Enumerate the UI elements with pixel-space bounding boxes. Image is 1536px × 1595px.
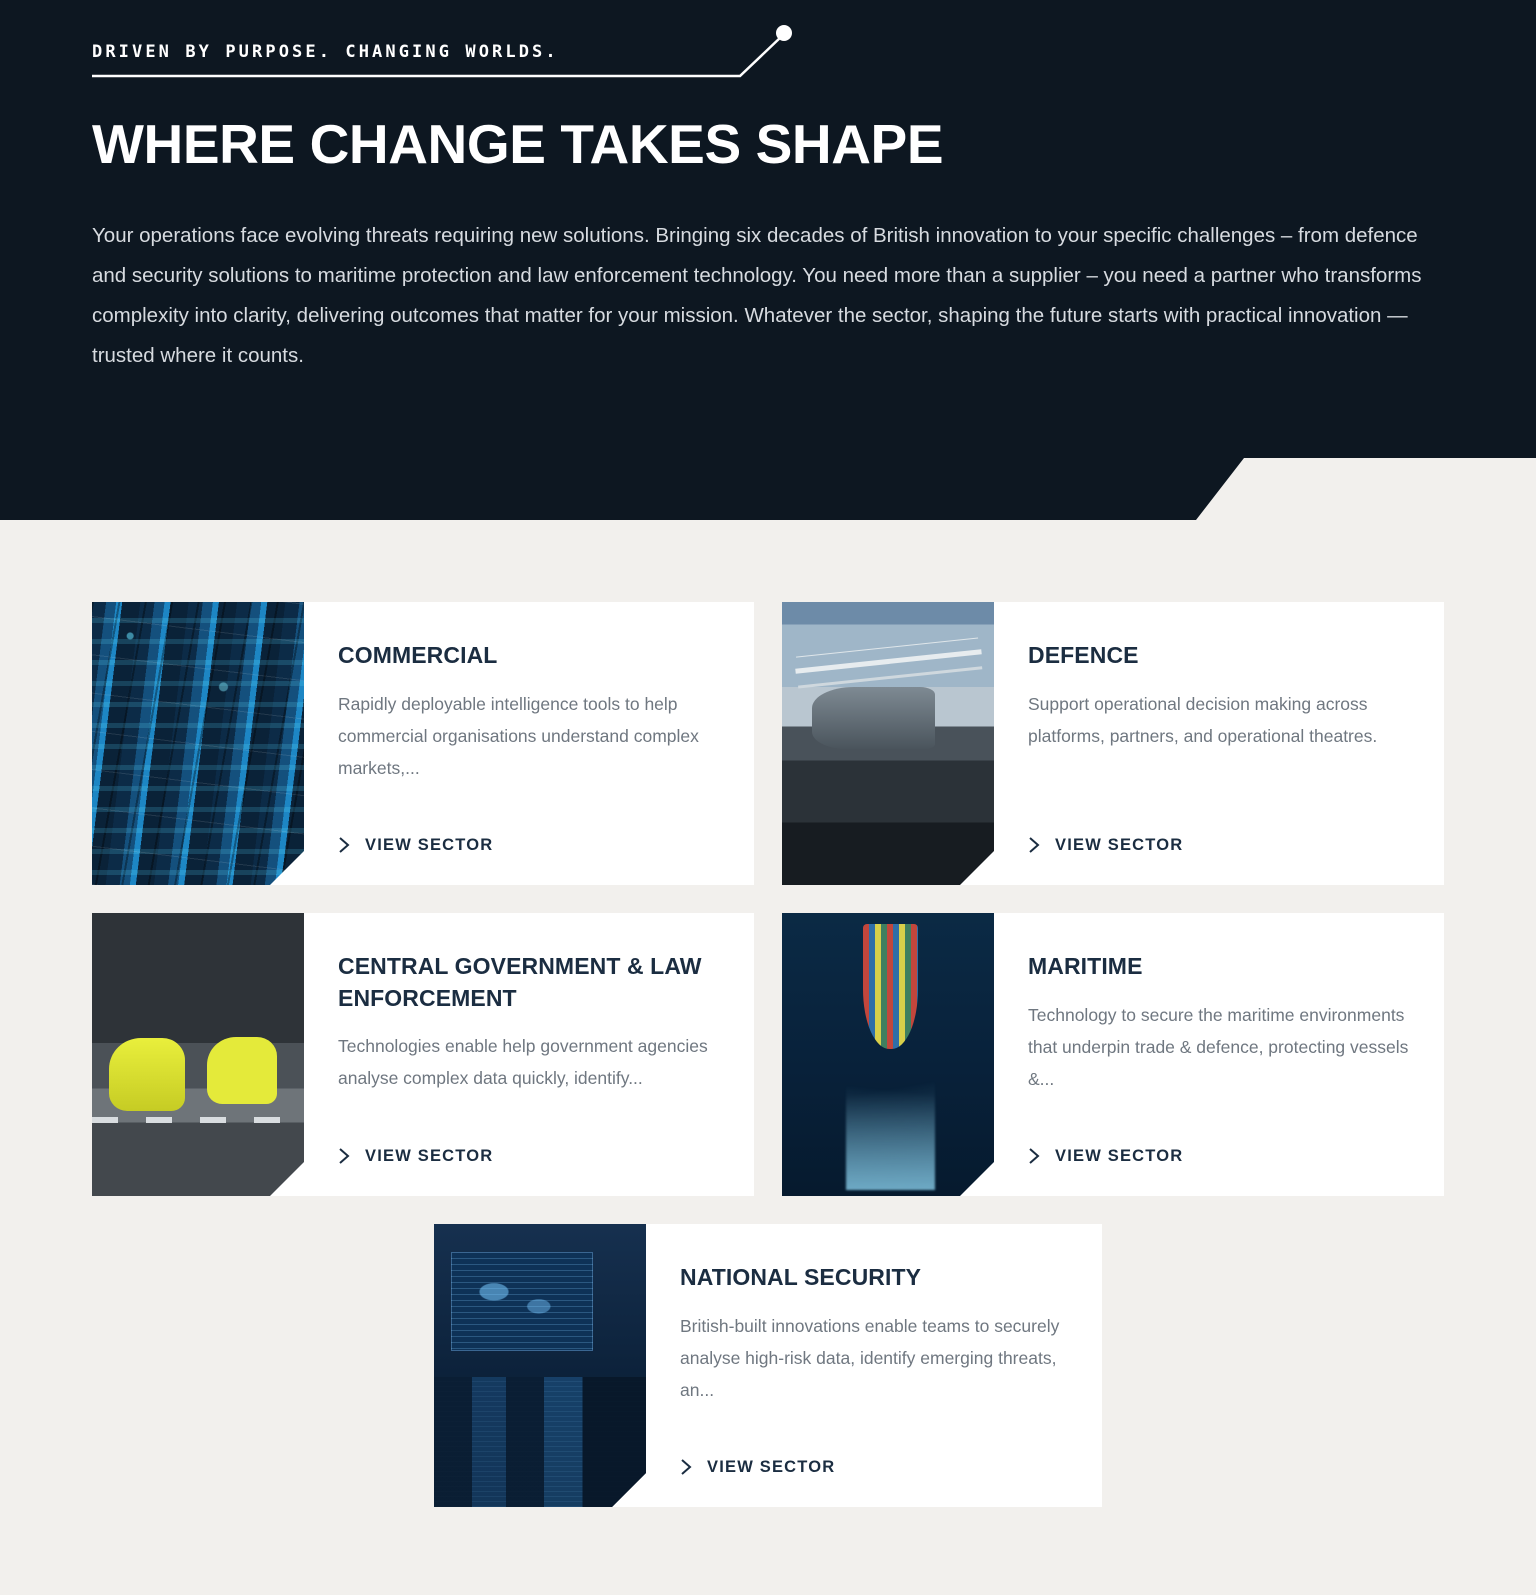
national-security-card-description: British-built innovations enable teams to securely analyse high-risk data, identify emerging threats, an... [680, 1315, 1060, 1400]
national-security-view-sector-link[interactable] [680, 1431, 1068, 1477]
national-security-card-title: NATIONAL SECURITY [680, 1264, 922, 1290]
maritime-view-sector-link[interactable] [1028, 1120, 1410, 1166]
central-government-card-body [304, 913, 754, 1196]
maritime-thumbnail [782, 913, 994, 1196]
national-security-view-sector-label: VIEW SECTOR [707, 1457, 836, 1476]
hero-eyebrow-wrap [92, 22, 1444, 84]
sector-card-defence[interactable] [782, 602, 1444, 885]
sector-row-3 [92, 1224, 1444, 1507]
chevron-right-icon [680, 1457, 693, 1477]
sector-row-2 [92, 913, 1444, 1196]
defence-thumbnail [782, 602, 994, 885]
national-security-card-body [646, 1224, 1102, 1507]
hero-section [0, 0, 1536, 520]
sector-card-commercial[interactable] [92, 602, 754, 885]
sector-card-national-security[interactable] [434, 1224, 1102, 1507]
hero-eyebrow: DRIVEN BY PURPOSE. CHANGING WORLDS. [92, 42, 559, 62]
commercial-card-title: COMMERCIAL [338, 642, 498, 668]
central-government-card-title: CENTRAL GOVERNMENT & LAW ENFORCEMENT [338, 953, 702, 1011]
defence-card-description: Support operational decision making across platforms, partners, and operational theatres. [1028, 693, 1378, 746]
police-motorcycles-image [92, 913, 304, 1196]
central-government-card-description: Technologies enable help government agencies analyse complex data quickly, identify... [338, 1036, 708, 1089]
sector-card-maritime[interactable] [782, 913, 1444, 1196]
maritime-card-title: MARITIME [1028, 953, 1143, 979]
central-government-view-sector-label: VIEW SECTOR [365, 1146, 494, 1165]
hero-corner-notch [1196, 458, 1536, 520]
container-ship-aerial-image [782, 913, 994, 1196]
maritime-card-body [994, 913, 1444, 1196]
security-operations-centre-image [434, 1224, 646, 1507]
central-government-thumbnail [92, 913, 304, 1196]
chevron-right-icon [1028, 1146, 1041, 1166]
chevron-right-icon [338, 835, 351, 855]
commercial-card-description: Rapidly deployable intelligence tools to help commercial organisations understand complex markets,... [338, 693, 699, 778]
chevron-right-icon [1028, 835, 1041, 855]
office-tower-at-night-image [92, 602, 304, 885]
hero-inner [0, 0, 1536, 376]
page-title: WHERE CHANGE TAKES SHAPE [92, 113, 944, 175]
defence-card-title: DEFENCE [1028, 642, 1139, 668]
sector-card-central-government-law-enforcement[interactable] [92, 913, 754, 1196]
commercial-view-sector-label: VIEW SECTOR [365, 835, 494, 854]
maritime-view-sector-label: VIEW SECTOR [1055, 1146, 1184, 1165]
defence-view-sector-label: VIEW SECTOR [1055, 835, 1184, 854]
central-government-view-sector-link[interactable] [338, 1120, 720, 1166]
commercial-card-body [304, 602, 754, 885]
maritime-card-description: Technology to secure the maritime environments that underpin trade & defence, protecting vessels &... [1028, 1004, 1409, 1089]
defence-view-sector-link[interactable] [1028, 809, 1410, 855]
commercial-view-sector-link[interactable] [338, 809, 720, 855]
hero-description: Your operations face evolving threats requiring new solutions. Bringing six decades of British innovation to your specific challenges – from defence and security solutions to maritime protection and law enforcement technology. You need more than a supplier – you need a partner who transforms complexity into clarity, delivering outcomes that matter for your mission. Whatever the sector, shaping the future starts with practical innovation — trusted where it counts. [92, 223, 1422, 367]
defence-card-body [994, 602, 1444, 885]
national-security-thumbnail [434, 1224, 646, 1507]
sector-cards-section [0, 520, 1536, 1595]
chevron-right-icon [338, 1146, 351, 1166]
military-helicopter-on-tarmac-image [782, 602, 994, 885]
eyebrow-rule-graphic [92, 22, 792, 84]
sector-row-1 [92, 602, 1444, 885]
commercial-thumbnail [92, 602, 304, 885]
